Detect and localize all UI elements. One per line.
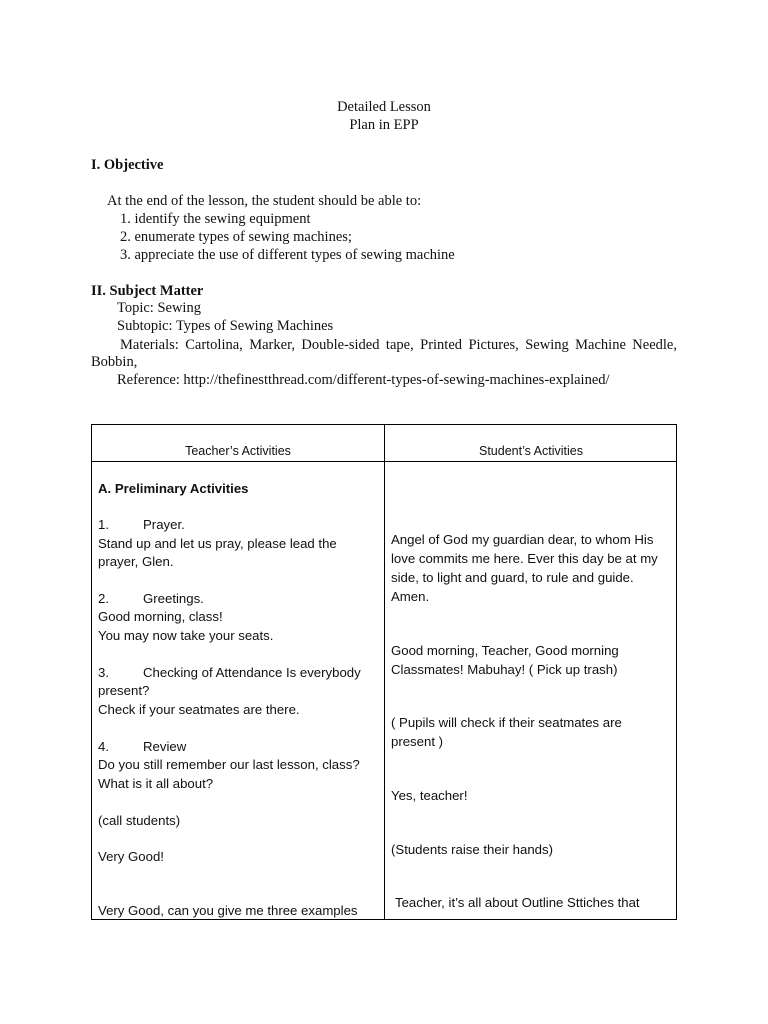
student-prayer-line-4: Amen.	[391, 589, 430, 604]
teacher-review-line-2: What is it all about?	[98, 776, 214, 791]
teacher-column-header: Teacher’s Activities	[185, 444, 291, 458]
teacher-prayer-line-2: prayer, Glen.	[98, 554, 174, 569]
student-column-header: Student’s Activities	[479, 444, 583, 458]
teacher-greeting-line-1: Good morning, class!	[98, 609, 223, 624]
greetings-number: 2.	[98, 591, 109, 606]
teacher-attendance-line-1: present?	[98, 683, 150, 698]
attendance-item-heading	[98, 664, 361, 683]
review-label: Review	[143, 739, 187, 754]
teacher-greeting-line-2: You may now take your seats.	[98, 628, 274, 643]
student-check-line-2: present )	[391, 734, 444, 749]
table-column-divider	[384, 425, 385, 919]
teacher-attendance-line-2: Check if your seatmates are there.	[98, 702, 300, 717]
objective-item-2: 2. enumerate types of sewing machines;	[120, 229, 352, 245]
attendance-label: Checking of Attendance Is everybody	[143, 665, 361, 680]
materials-line-1: Materials: Cartolina, Marker, Double-sided tape, Printed Pictures, Sewing Machine Needle,	[120, 337, 677, 353]
title-line-1: Detailed Lesson	[337, 99, 431, 115]
student-raise-hands: (Students raise their hands)	[391, 842, 553, 857]
materials-line-2: Bobbin,	[91, 354, 138, 370]
title-line-2: Plan in EPP	[349, 117, 419, 133]
topic-line: Topic: Sewing	[117, 300, 201, 316]
student-prayer-line-3: side, to light and guard, to rule and guide.	[391, 570, 634, 585]
student-yes-teacher: Yes, teacher!	[391, 788, 468, 803]
teacher-review-line-1: Do you still remember our last lesson, class?	[98, 757, 360, 772]
greetings-label: Greetings.	[143, 591, 204, 606]
objective-item-3: 3. appreciate the use of different types of sewing machine	[120, 247, 455, 263]
teacher-very-good: Very Good!	[98, 849, 164, 864]
attendance-number: 3.	[98, 665, 109, 680]
prayer-item-heading	[98, 516, 185, 535]
prayer-number: 1.	[98, 517, 109, 532]
teacher-prayer-line-1: Stand up and let us pray, please lead the	[98, 536, 337, 551]
preliminary-activities-heading: A. Preliminary Activities	[98, 481, 249, 496]
student-check-line-1: ( Pupils will check if their seatmates are	[391, 715, 622, 730]
prayer-label: Prayer.	[143, 517, 185, 532]
objective-heading: I. Objective	[91, 157, 164, 173]
subject-matter-heading: II. Subject Matter	[91, 283, 204, 299]
student-greeting-line-2: Classmates! Mabuhay! ( Pick up trash)	[391, 662, 618, 677]
review-item-heading	[98, 738, 186, 757]
teacher-call-students: (call students)	[98, 813, 181, 828]
student-prayer-line-1: Angel of God my guardian dear, to whom His	[391, 532, 654, 547]
objective-intro: At the end of the lesson, the student should be able to:	[107, 193, 422, 209]
greetings-item-heading	[98, 590, 204, 609]
teacher-very-good-examples: Very Good, can you give me three examples	[98, 903, 358, 918]
activities-table	[91, 424, 677, 920]
student-greeting-line-1: Good morning, Teacher, Good morning	[391, 643, 619, 658]
student-outline-stitches: Teacher, it’s all about Outline Sttiches that	[395, 895, 640, 910]
subtopic-line: Subtopic: Types of Sewing Machines	[117, 318, 334, 334]
student-prayer-line-2: love commits me here. Ever this day be at my	[391, 551, 658, 566]
reference-line: Reference: http://thefinestthread.com/different-types-of-sewing-machines-explained/	[117, 372, 610, 388]
review-number: 4.	[98, 739, 109, 754]
table-header-divider	[92, 461, 676, 462]
objective-item-1: 1. identify the sewing equipment	[120, 211, 311, 227]
